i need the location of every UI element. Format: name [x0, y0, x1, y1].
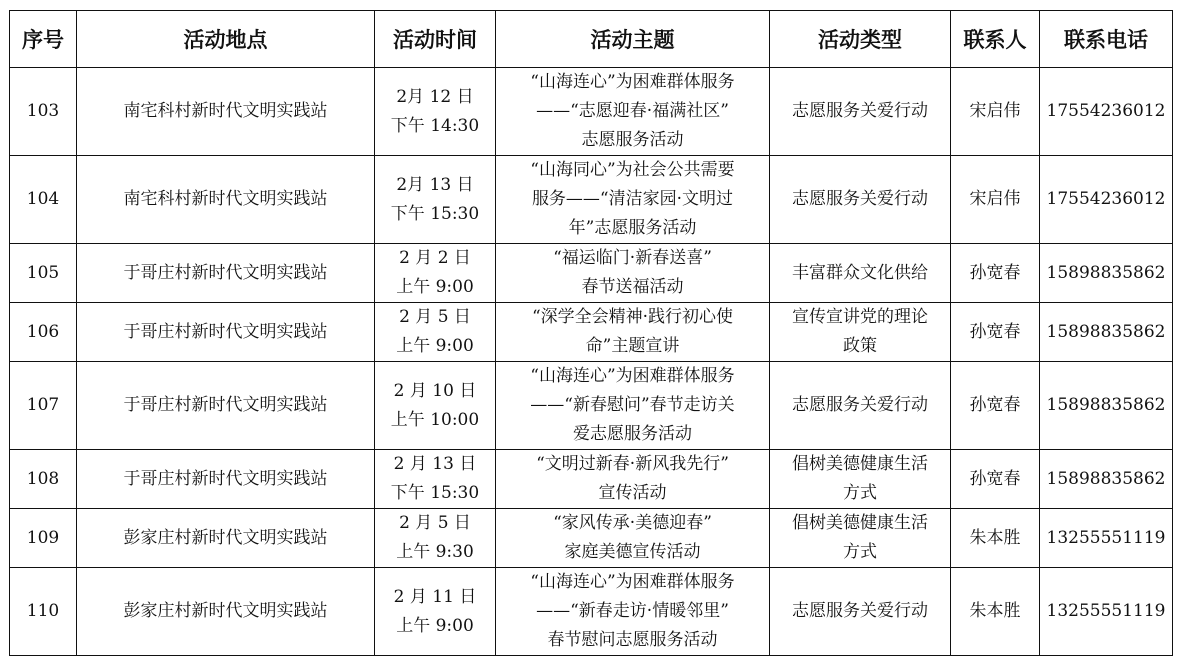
header-no: 序号 — [10, 11, 77, 68]
cell-phone: 17554236012 — [1040, 68, 1173, 156]
theme-line: 爱志愿服务活动 — [573, 424, 692, 444]
table-row — [10, 568, 1173, 656]
time-date: 2 月 11 日 — [393, 586, 477, 607]
type-line: 志愿服务关爱行动 — [792, 189, 928, 209]
time-date: 2 月 13 日 — [393, 454, 477, 474]
table-row — [10, 303, 1173, 362]
cell-theme — [496, 244, 770, 303]
cell-type — [770, 244, 951, 303]
type-line: 方式 — [843, 483, 877, 503]
cell-contact: 朱本胜 — [951, 509, 1040, 568]
cell-contact: 朱本胜 — [951, 568, 1040, 656]
theme-line: 命”主题宣讲 — [585, 336, 680, 356]
cell-no: 104 — [10, 156, 77, 244]
type-line: 志愿服务关爱行动 — [792, 101, 928, 121]
theme-line: “山海同心”为社会公共需要 — [530, 160, 735, 180]
cell-theme — [496, 156, 770, 244]
time-date: 2 月 2 日 — [399, 248, 471, 268]
cell-phone: 17554236012 — [1040, 156, 1173, 244]
cell-no: 110 — [10, 568, 77, 656]
cell-phone: 13255551119 — [1040, 509, 1173, 568]
theme-line: “山海连心”为困难群体服务 — [530, 72, 735, 92]
time-clock: 上午 9:00 — [396, 615, 474, 636]
type-line: 志愿服务关爱行动 — [792, 601, 928, 621]
time-clock: 上午 9:00 — [396, 277, 474, 297]
header-phone: 联系电话 — [1040, 11, 1173, 68]
type-line: 丰富群众文化供给 — [792, 262, 928, 283]
cell-no: 103 — [10, 68, 77, 156]
table-row — [10, 244, 1173, 303]
type-line: 政策 — [843, 336, 877, 356]
time-clock: 下午 14:30 — [390, 115, 480, 136]
cell-place: 彭家庄村新时代文明实践站 — [77, 509, 375, 568]
theme-line: 宣传活动 — [598, 483, 667, 503]
cell-contact: 孙宽春 — [951, 244, 1040, 303]
table-row — [10, 362, 1173, 450]
table-row — [10, 450, 1173, 509]
cell-time — [375, 450, 496, 509]
time-clock: 下午 15:30 — [390, 203, 480, 224]
cell-no: 108 — [10, 450, 77, 509]
theme-line: 服务——“清洁家园·文明过 — [531, 189, 734, 209]
header-type: 活动类型 — [770, 11, 951, 68]
theme-line: ——“志愿迎春·福满社区” — [536, 101, 729, 121]
cell-place: 于哥庄村新时代文明实践站 — [77, 450, 375, 509]
cell-theme — [496, 68, 770, 156]
cell-time — [375, 68, 496, 156]
cell-type — [770, 303, 951, 362]
theme-line: “山海连心”为困难群体服务 — [530, 572, 735, 592]
time-date: 2 月 5 日 — [399, 307, 471, 327]
type-line: 倡树美德健康生活 — [792, 513, 928, 533]
time-date: 2月 12 日 — [396, 86, 474, 107]
type-line: 宣传宣讲党的理论 — [792, 307, 928, 327]
cell-time — [375, 509, 496, 568]
cell-place: 于哥庄村新时代文明实践站 — [77, 303, 375, 362]
cell-theme — [496, 568, 770, 656]
cell-place: 南宅科村新时代文明实践站 — [77, 68, 375, 156]
header-place: 活动地点 — [77, 11, 375, 68]
cell-place: 南宅科村新时代文明实践站 — [77, 156, 375, 244]
cell-place: 彭家庄村新时代文明实践站 — [77, 568, 375, 656]
cell-type — [770, 362, 951, 450]
time-date: 2 月 10 日 — [393, 380, 477, 401]
time-clock: 上午 10:00 — [390, 409, 480, 430]
header-time: 活动时间 — [375, 11, 496, 68]
type-line: 倡树美德健康生活 — [792, 454, 928, 474]
theme-line: “文明过新春·新风我先行” — [536, 454, 729, 474]
theme-line: “山海连心”为困难群体服务 — [530, 366, 735, 386]
cell-type — [770, 568, 951, 656]
theme-line: “福运临门·新春送喜” — [553, 248, 712, 268]
time-date: 2月 13 日 — [396, 174, 474, 195]
theme-line: 家庭美德宣传活动 — [564, 542, 701, 562]
type-line: 方式 — [843, 542, 877, 562]
cell-time — [375, 244, 496, 303]
cell-place: 于哥庄村新时代文明实践站 — [77, 362, 375, 450]
cell-phone: 15898835862 — [1040, 303, 1173, 362]
header-row — [10, 11, 1173, 68]
table-row — [10, 68, 1173, 156]
theme-line: “深学全会精神·践行初心使 — [531, 307, 734, 327]
cell-theme — [496, 509, 770, 568]
theme-line: 志愿服务活动 — [581, 130, 684, 150]
time-clock: 上午 9:00 — [396, 336, 474, 356]
cell-no: 109 — [10, 509, 77, 568]
cell-phone: 15898835862 — [1040, 244, 1173, 303]
theme-line: 春节送福活动 — [581, 277, 684, 297]
theme-line: ——“新春慰问”春节走访关 — [530, 395, 735, 415]
cell-time — [375, 362, 496, 450]
cell-no: 106 — [10, 303, 77, 362]
cell-contact: 宋启伟 — [951, 68, 1040, 156]
header-theme: 活动主题 — [496, 11, 770, 68]
time-clock: 下午 15:30 — [390, 483, 480, 503]
cell-theme — [496, 303, 770, 362]
cell-contact: 孙宽春 — [951, 303, 1040, 362]
time-date: 2 月 5 日 — [399, 513, 471, 533]
cell-phone: 15898835862 — [1040, 362, 1173, 450]
cell-contact: 宋启伟 — [951, 156, 1040, 244]
header-contact: 联系人 — [951, 11, 1040, 68]
theme-line: 年”志愿服务活动 — [568, 218, 697, 238]
time-clock: 上午 9:30 — [396, 542, 474, 562]
cell-type — [770, 156, 951, 244]
type-line: 志愿服务关爱行动 — [792, 395, 928, 415]
cell-theme — [496, 362, 770, 450]
theme-line: 春节慰问志愿服务活动 — [547, 630, 718, 650]
cell-contact: 孙宽春 — [951, 362, 1040, 450]
cell-type — [770, 450, 951, 509]
cell-phone: 15898835862 — [1040, 450, 1173, 509]
theme-line: ——“新春走访·情暖邻里” — [536, 601, 729, 621]
cell-no: 105 — [10, 244, 77, 303]
activity-schedule-table — [9, 10, 1173, 656]
cell-type — [770, 68, 951, 156]
cell-time — [375, 303, 496, 362]
cell-no: 107 — [10, 362, 77, 450]
cell-time — [375, 568, 496, 656]
cell-place: 于哥庄村新时代文明实践站 — [77, 244, 375, 303]
table-row — [10, 156, 1173, 244]
table-row — [10, 509, 1173, 568]
cell-time — [375, 156, 496, 244]
cell-phone: 13255551119 — [1040, 568, 1173, 656]
cell-theme — [496, 450, 770, 509]
cell-contact: 孙宽春 — [951, 450, 1040, 509]
cell-type — [770, 509, 951, 568]
theme-line: “家风传承·美德迎春” — [553, 513, 712, 533]
